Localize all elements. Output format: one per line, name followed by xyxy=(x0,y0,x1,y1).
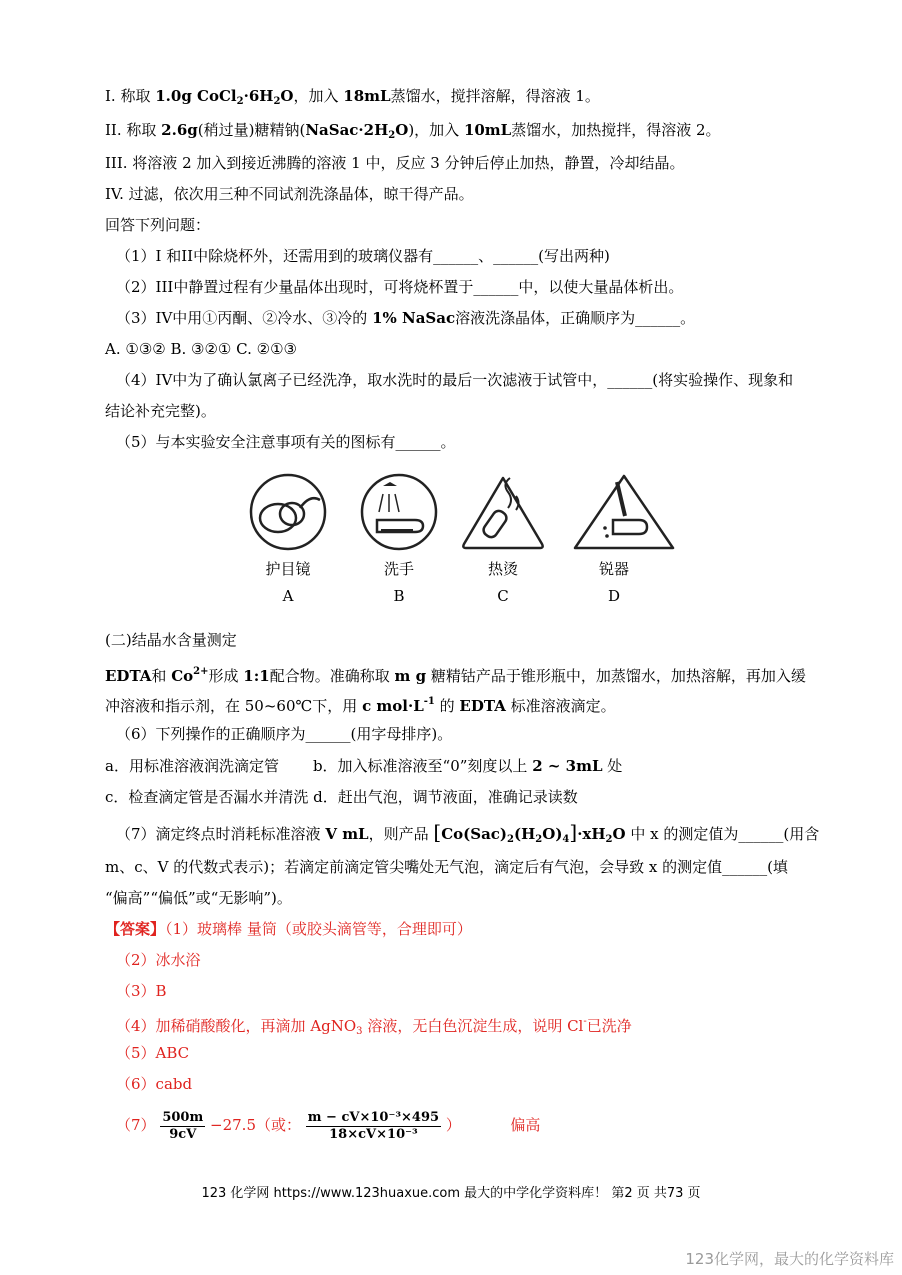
icon-caption: 护目镜 xyxy=(265,560,311,578)
formula-3: O) xyxy=(542,825,563,843)
icon-item-d xyxy=(569,472,659,605)
subscript: 3 xyxy=(356,1026,363,1037)
question-7: （7）滴定终点时消耗标准溶液 V mL，则产品 $[Co(Sac)_2(H_2O)_4]\cdot xH_2O$ 中 x 的测定值为______(用含 xyxy=(116,820,820,845)
icon-item-c xyxy=(458,472,548,605)
s2-text: 配合物。准确称取 xyxy=(269,667,395,685)
subscript: 2 xyxy=(273,96,281,107)
question-5: （5）与本实验安全注意事项有关的图标有______。 xyxy=(116,433,456,451)
fraction-2-numerator: m − cV×10⁻³×495 xyxy=(307,1109,440,1125)
superscript: - xyxy=(583,1016,587,1027)
answer-7-close: ） xyxy=(445,1116,461,1134)
formula: Co(Sac) xyxy=(441,825,508,843)
answer-1-text: （1）玻璃棒 量筒（或胶头滴管等，合理即可） xyxy=(165,920,472,938)
step-4: IV. 过滤，依次用三种不同试剂洗涤晶体，晾干得产品。 xyxy=(105,185,474,203)
wash-hands-icon xyxy=(359,472,439,552)
question-1: （1）I 和II中除烧杯外，还需用到的玻璃仪器有______、______(写出两种) xyxy=(116,247,610,265)
answer-4-text: （4）加稀硝酸酸化，再滴加 AgNO xyxy=(116,1017,357,1035)
icon-caption: 洗手 xyxy=(383,560,414,578)
answer-4 xyxy=(116,1012,632,1042)
answer-7 xyxy=(116,1106,540,1144)
option-a: a．用标准溶液润洗滴定管 xyxy=(105,757,279,775)
step-2-reagent-2: O xyxy=(395,121,409,139)
step-1-text-2: ，加入 xyxy=(293,87,344,105)
question-3-text-2: 溶液洗涤晶体，正确顺序为______。 xyxy=(455,309,696,327)
q7-text-3: 中 x 的测定值为______(用含 xyxy=(625,825,820,843)
answer-5: （5）ABC xyxy=(116,1044,190,1062)
step-1-volume: 18mL xyxy=(343,87,391,105)
answer-2: （2）冰水浴 xyxy=(116,951,201,969)
q7-text: （7）滴定终点时消耗标准溶液 xyxy=(116,825,326,843)
section-2-title: (二)结晶水含量测定 xyxy=(105,631,237,649)
fraction-1 xyxy=(160,1110,205,1143)
formula-2: (H xyxy=(514,825,536,843)
step-1-reagent-2: ·6H xyxy=(243,87,274,105)
edta-text: EDTA xyxy=(105,667,152,685)
watermark: 123化学网，最大的化学资料库 xyxy=(685,1250,894,1268)
option-b-end: 处 xyxy=(602,757,623,775)
fraction-2 xyxy=(306,1110,441,1143)
fraction-2-denominator: 18×cV×10⁻³ xyxy=(329,1126,418,1142)
hot-icon xyxy=(458,472,548,552)
cobalt-ion: Co xyxy=(171,667,194,685)
s2-text: 冲溶液和指示剂，在 50~60℃下，用 xyxy=(105,697,363,715)
subscript: 2 xyxy=(236,96,244,107)
answer-6: （6）cabd xyxy=(116,1075,193,1093)
fraction-1-numerator: 500m xyxy=(162,1109,204,1125)
option-b-volume: 2 ~ 3mL xyxy=(532,757,603,775)
step-1 xyxy=(105,86,600,112)
question-3-options: A. ①③② B. ③②① C. ②①③ xyxy=(105,340,297,358)
answer-4-text-2: 溶液，无白色沉淀生成，说明 Cl xyxy=(362,1017,584,1035)
question-2: （2）III中静置过程有少量晶体出现时，可将烧杯置于______中，以使大量晶体析出。 xyxy=(116,278,684,296)
fraction-1-denominator: 9cV xyxy=(169,1126,197,1142)
step-2-text: II. 称取 xyxy=(105,121,162,139)
step-2-text-2: (稍过量)糖精钠( xyxy=(197,121,306,139)
question-4-line-2: 结论补充完整)。 xyxy=(105,402,216,420)
icon-caption: 热烫 xyxy=(487,560,518,578)
step-2-text-3: )，加入 xyxy=(408,121,464,139)
superscript: 2+ xyxy=(193,666,209,677)
step-2-reagent: NaSac·2H xyxy=(305,121,389,139)
answer-7-label: （7） xyxy=(116,1116,156,1134)
concentration: c mol·L xyxy=(362,697,424,715)
question-6-options-ab xyxy=(105,756,622,776)
answer-1 xyxy=(105,919,472,939)
question-7-line-3: “偏高”“偏低”或“无影响”)。 xyxy=(105,889,292,907)
question-6: （6）下列操作的正确顺序为______(用字母排序)。 xyxy=(116,725,453,743)
formula-4: ·xH xyxy=(577,825,606,843)
s2-text: 的 xyxy=(434,697,460,715)
step-1-reagent-3: O xyxy=(280,87,294,105)
q7-text-2: ，则产品 xyxy=(368,825,434,843)
s2-text: 标准溶液滴定。 xyxy=(505,697,616,715)
step-1-reagent: 1.0g CoCl xyxy=(155,87,237,105)
formula-5: O xyxy=(612,825,626,843)
step-2-mass: 2.6g xyxy=(161,121,198,139)
icon-letter: A xyxy=(282,587,294,605)
page-footer: 123 化学网 https://www.123huaxue.com 最大的中学化学资料库！ 第2 页 共73 页 xyxy=(201,1186,701,1201)
icon-letter: D xyxy=(607,587,621,605)
ratio: 1:1 xyxy=(243,667,270,685)
question-3-reagent: 1% NaSac xyxy=(372,309,456,327)
step-1-text-3: 蒸馏水，搅拌溶解，得溶液 1。 xyxy=(390,87,600,105)
answer-label: 【答案】 xyxy=(105,920,166,938)
icon-item-a xyxy=(243,472,333,605)
section-2-line-1 xyxy=(105,662,806,686)
option-b: b．加入标准溶液至“0”刻度以上 xyxy=(312,757,533,775)
edta-text: EDTA xyxy=(459,697,506,715)
step-2-volume: 10mL xyxy=(463,121,512,139)
s2-text: 形成 xyxy=(208,667,244,685)
icon-letter: B xyxy=(393,587,405,605)
s2-text: 和 xyxy=(151,667,172,685)
mass: m g xyxy=(394,667,427,685)
question-3 xyxy=(116,308,695,328)
icon-item-b xyxy=(354,472,444,605)
step-2 xyxy=(105,120,721,146)
question-7-line-2: m、c、V 的代数式表示)；若滴定前滴定管尖嘴处无气泡，滴定后有气泡，会导致 x 的测定值______(填 xyxy=(105,858,788,876)
step-2-text-4: 蒸馏水，加热搅拌，得溶液 2。 xyxy=(511,121,721,139)
question-6-options-cd: c．检查滴定管是否漏水并清洗 d．赶出气泡，调节液面，准确记录读数 xyxy=(105,788,578,806)
subscript: 2 xyxy=(388,130,396,141)
superscript: -1 xyxy=(423,696,435,707)
q7-volume: V mL xyxy=(325,825,369,843)
question-3-text: （3）IV中用①丙酮、②冷水、③冷的 xyxy=(116,309,373,327)
answer-7-text: −27.5（或： xyxy=(210,1116,301,1134)
step-3: III. 将溶液 2 加入到接近沸腾的溶液 1 中，反应 3 分钟后停止加热，静置，冷却结晶。 xyxy=(105,154,685,172)
goggles-icon xyxy=(248,472,328,552)
question-4-line-1: （4）IV中为了确认氯离子已经洗净，取水洗时的最后一次滤液于试管中，______(将实验操作、现象和 xyxy=(116,371,794,389)
s2-text: 糖精钴产品于锥形瓶中，加蒸馏水，加热溶解，再加入缓 xyxy=(426,667,806,685)
icon-caption: 锐器 xyxy=(598,560,629,578)
section-2-line-2 xyxy=(105,692,616,716)
answer-intro: 回答下列问题： xyxy=(105,216,211,234)
icon-letter: C xyxy=(497,587,509,605)
answer-3: （3）B xyxy=(116,982,167,1000)
safety-icons xyxy=(243,472,683,612)
answer-4-text-3: 已洗净 xyxy=(586,1017,632,1035)
answer-7-result: 偏高 xyxy=(510,1116,541,1134)
step-1-text: I. 称取 xyxy=(105,87,156,105)
sharp-icon xyxy=(569,472,679,552)
